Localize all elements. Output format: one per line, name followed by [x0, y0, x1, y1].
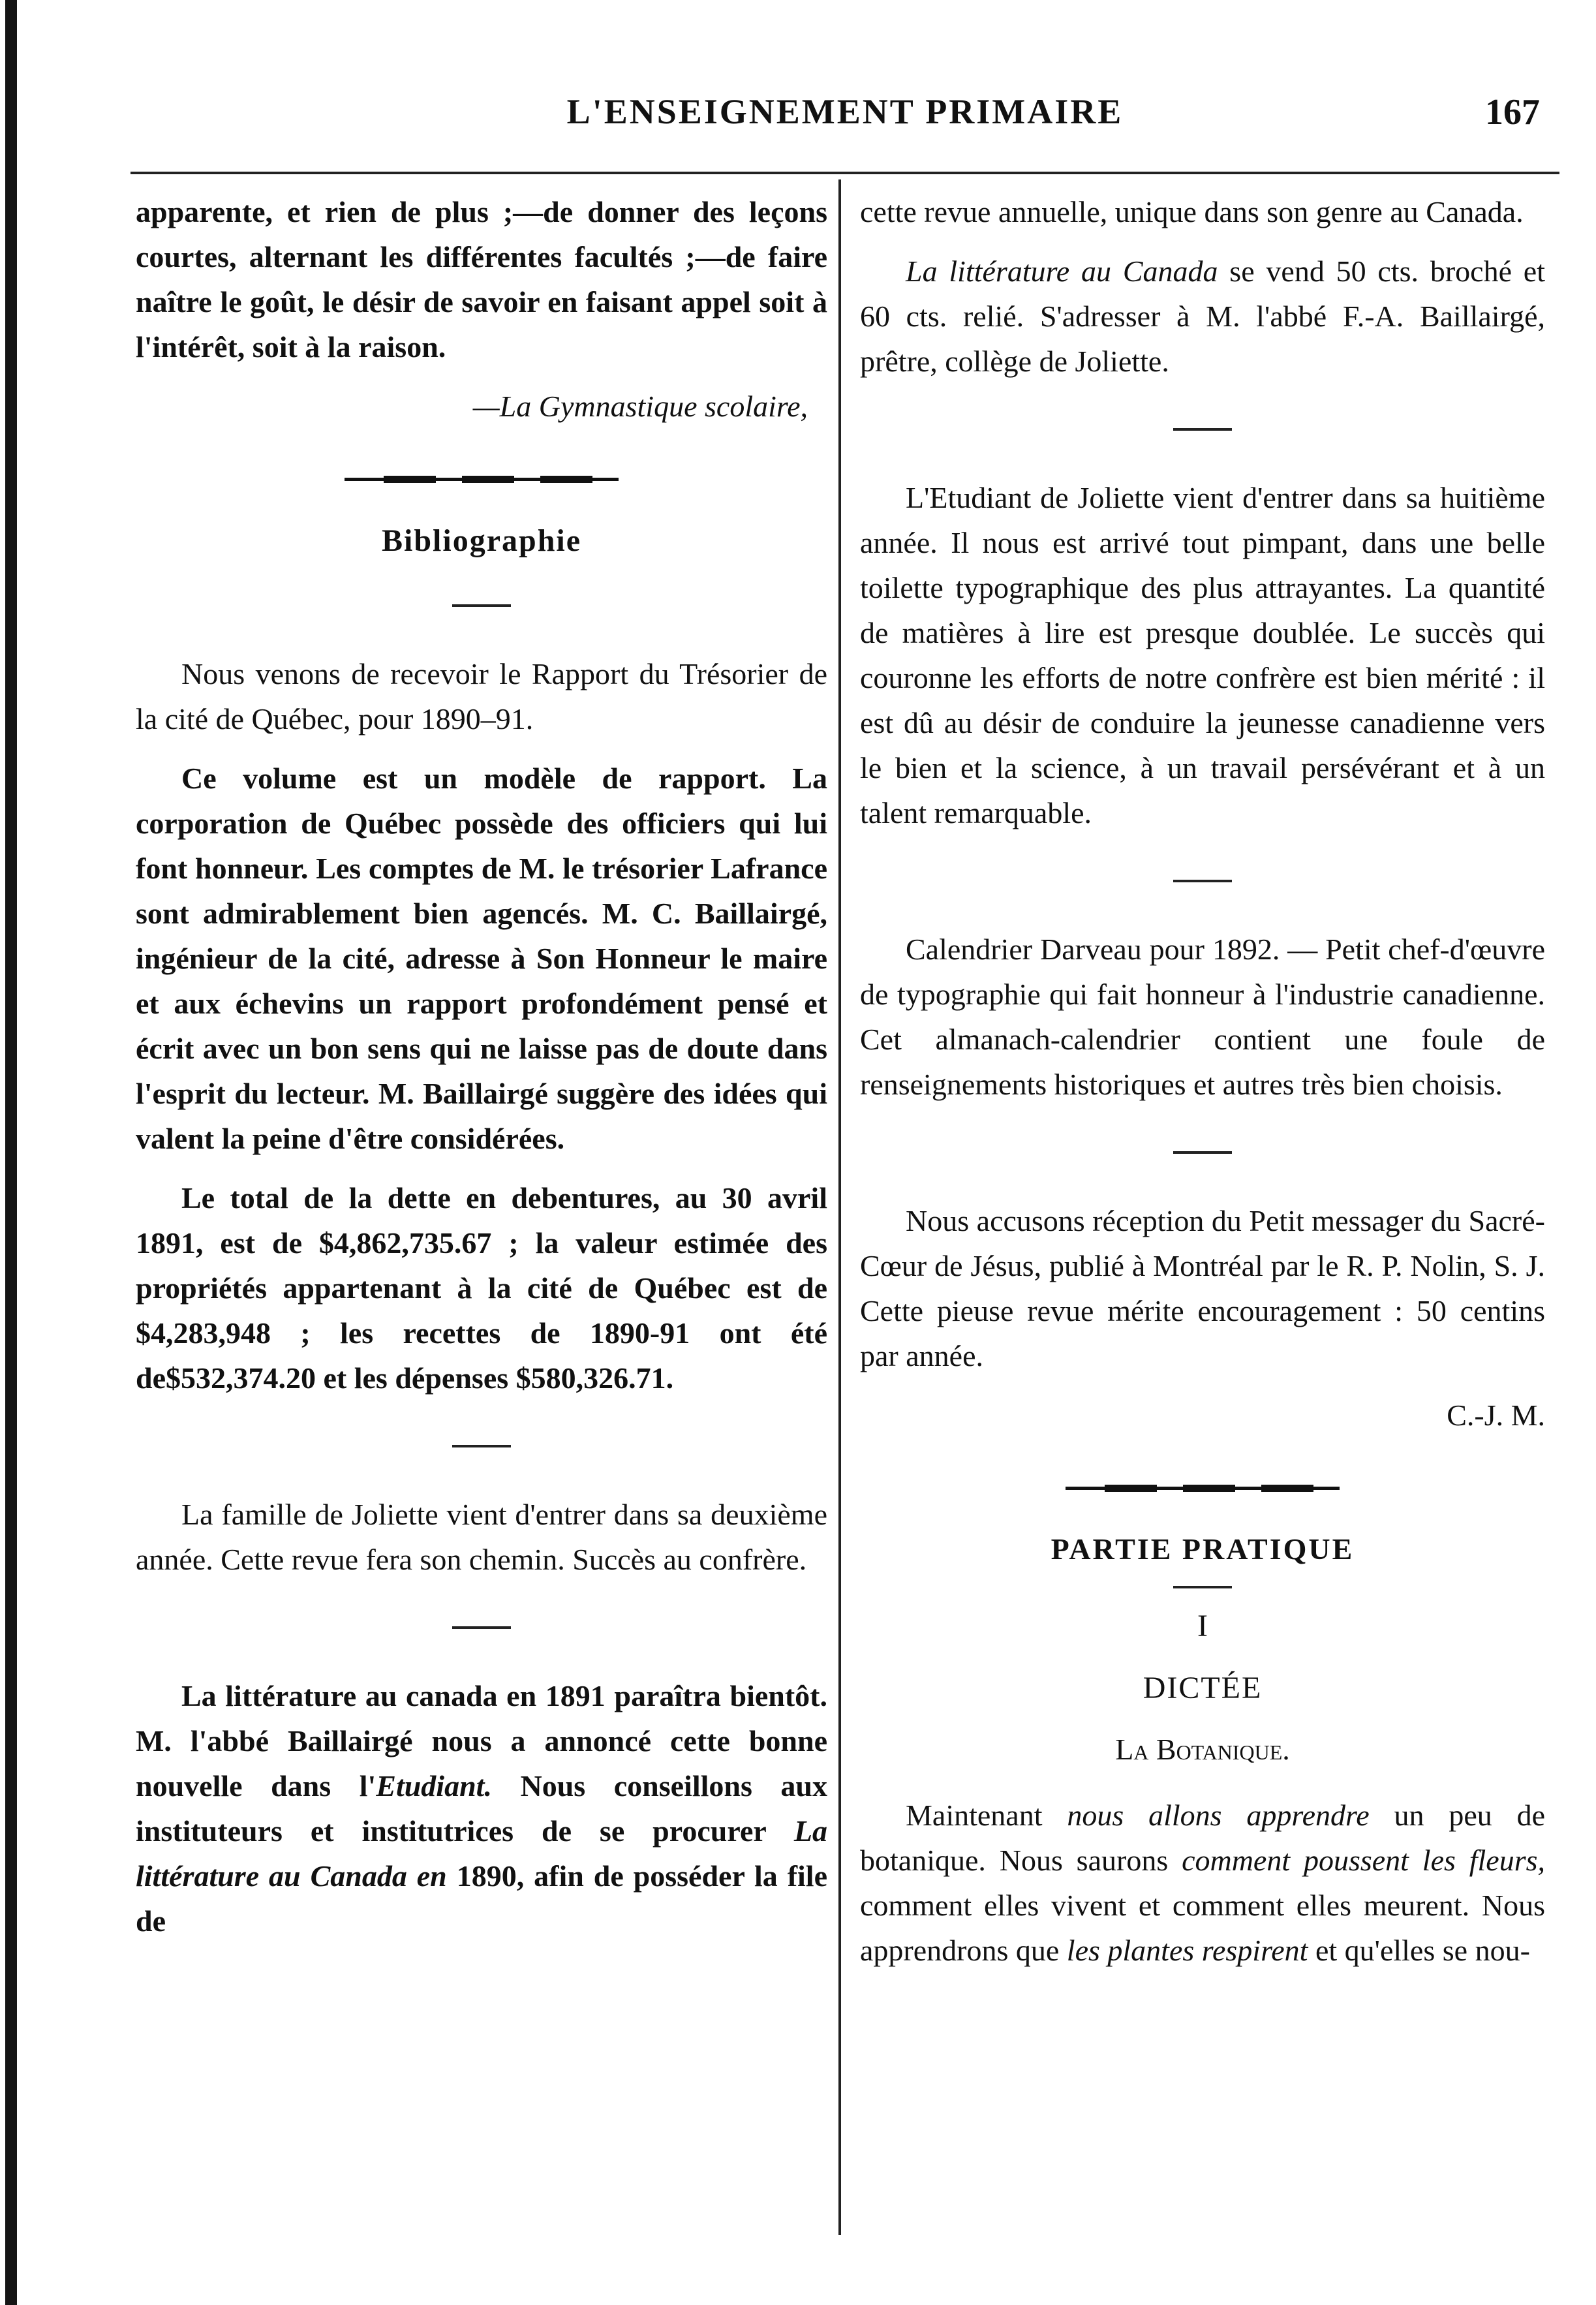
text-run-italic: La littérature au Canada: [906, 255, 1218, 288]
running-title: L'ENSEIGNEMENT PRIMAIRE: [566, 92, 1124, 131]
text-run-italic: Etudiant.: [376, 1769, 492, 1802]
short-rule: [452, 604, 511, 607]
short-rule: [1173, 1586, 1232, 1588]
text-run: et qu'elles se nou-: [1308, 1934, 1530, 1967]
short-rule: [1173, 880, 1232, 882]
right-column: [860, 189, 1545, 1987]
binding-edge: [5, 0, 17, 2305]
paragraph: [136, 1673, 827, 1943]
paragraph: Ce volume est un modèle de rapport. La corporation de Québec possède des officiers qui lui font honneur. Les comptes de M. le trésorier Lafrance sont admirablement bien agencés. M. C. Baillairgé, ingénieur de la cité, adresse à Son Honneur le maire et aux échevins un rapport profondément pensé et écrit avec un bon sens qui ne laisse pas de doute dans l'esprit du lecteur. M. Baillairgé suggère des idées qui valent la peine d'être considérées.: [136, 762, 827, 1155]
section-title: Bibliographie: [381, 523, 582, 558]
ornament-rule: [345, 474, 619, 484]
paragraph: Calendrier Darveau pour 1892. — Petit chef-d'œuvre de typographie qui fait honneur à l'industrie canadienne. Cet almanach-calendrier contient une foule de renseignements historiques et autres très bien choisis.: [860, 933, 1545, 1101]
signature: C.-J. M.: [1447, 1399, 1545, 1432]
header-rule: [130, 172, 1559, 174]
short-rule: [1173, 428, 1232, 431]
section-title: PARTIE PRATIQUE: [1051, 1532, 1355, 1566]
text-run-italic: comment poussent les fleurs,: [1182, 1844, 1545, 1877]
text-run: La littérature au canada en 1891 paraîtra bientôt. M. l'abbé Baillairgé nous a annoncé cette bonne nouvelle dans l': [136, 1679, 827, 1802]
text-run-italic: La littérature au Canada en: [136, 1814, 827, 1893]
text-run-italic: les plantes respirent: [1066, 1934, 1308, 1967]
text-run: se vend 50 cts. broché et 60 cts. relié. S'adresser à M. l'abbé F.-A. Baillairgé, prêtre, collège de Joliette.: [860, 255, 1545, 378]
text-run: comment elles vivent et comment elles meurent. Nous apprendrons que: [860, 1889, 1545, 1967]
paragraph: Nous venons de recevoir le Rapport du Trésorier de la cité de Québec, pour 1890–91.: [136, 657, 827, 735]
text-run: 1890, afin de posséder la file de: [136, 1859, 827, 1938]
text-run-italic: nous allons apprendre: [1067, 1799, 1370, 1832]
paragraph: [860, 249, 1545, 384]
page-number: 167: [1485, 92, 1540, 132]
subsection-title: DICTÉE: [1143, 1671, 1263, 1705]
paragraph: apparente, et rien de plus ;—de donner des leçons courtes, alternant les différentes facultés ;—de faire naître le goût, le désir de savoir en faisant appel soit à l'intérêt, soit à la raison.: [136, 195, 827, 364]
attribution: —La Gymnastique scolaire,: [472, 390, 808, 423]
text-run: un peu de botanique. Nous saurons: [860, 1799, 1545, 1877]
paragraph: [860, 1793, 1545, 1973]
column-divider: [838, 179, 841, 2235]
short-rule: [1173, 1151, 1232, 1154]
paragraph: La famille de Joliette vient d'entrer dans sa deuxième année. Cette revue fera son chemin. Succès au confrère.: [136, 1498, 827, 1576]
running-head: [130, 91, 1559, 137]
paragraph: Le total de la dette en debentures, au 30 avril 1891, est de $4,862,735.67 ; la valeur estimée des propriétés appartenant à la cité de Québec est de $4,283,948 ; les recettes de 1890-91 ont été de$532,374.20 et les dépenses $580,326.71.: [136, 1181, 827, 1395]
paragraph: cette revue annuelle, unique dans son genre au Canada.: [860, 195, 1524, 228]
short-rule: [452, 1626, 511, 1629]
left-column: [136, 189, 827, 1958]
ornament-rule: [1066, 1483, 1340, 1493]
subsection-subtitle: La Botanique.: [1115, 1733, 1290, 1766]
paragraph: Nous accusons réception du Petit messager du Sacré-Cœur de Jésus, publié à Montréal par le R. P. Nolin, S. J. Cette pieuse revue mérite encouragement : 50 centins par année.: [860, 1204, 1545, 1372]
text-run: Nous conseillons aux instituteurs et institutrices de se procurer: [136, 1769, 827, 1848]
short-rule: [452, 1445, 511, 1447]
text-run: Maintenant: [906, 1799, 1067, 1832]
paragraph: L'Etudiant de Joliette vient d'entrer dans sa huitième année. Il nous est arrivé tout pimpant, dans une belle toilette typographique des plus attrayantes. La quantité de matières à lire est presque doublée. Le succès qui couronne les efforts de notre confrère est bien mérité : il est dû au désir de conduire la jeunesse canadienne vers le bien et la science, à un travail persévérant et à un talent remarquable.: [860, 481, 1545, 829]
section-number: I: [1197, 1609, 1208, 1643]
